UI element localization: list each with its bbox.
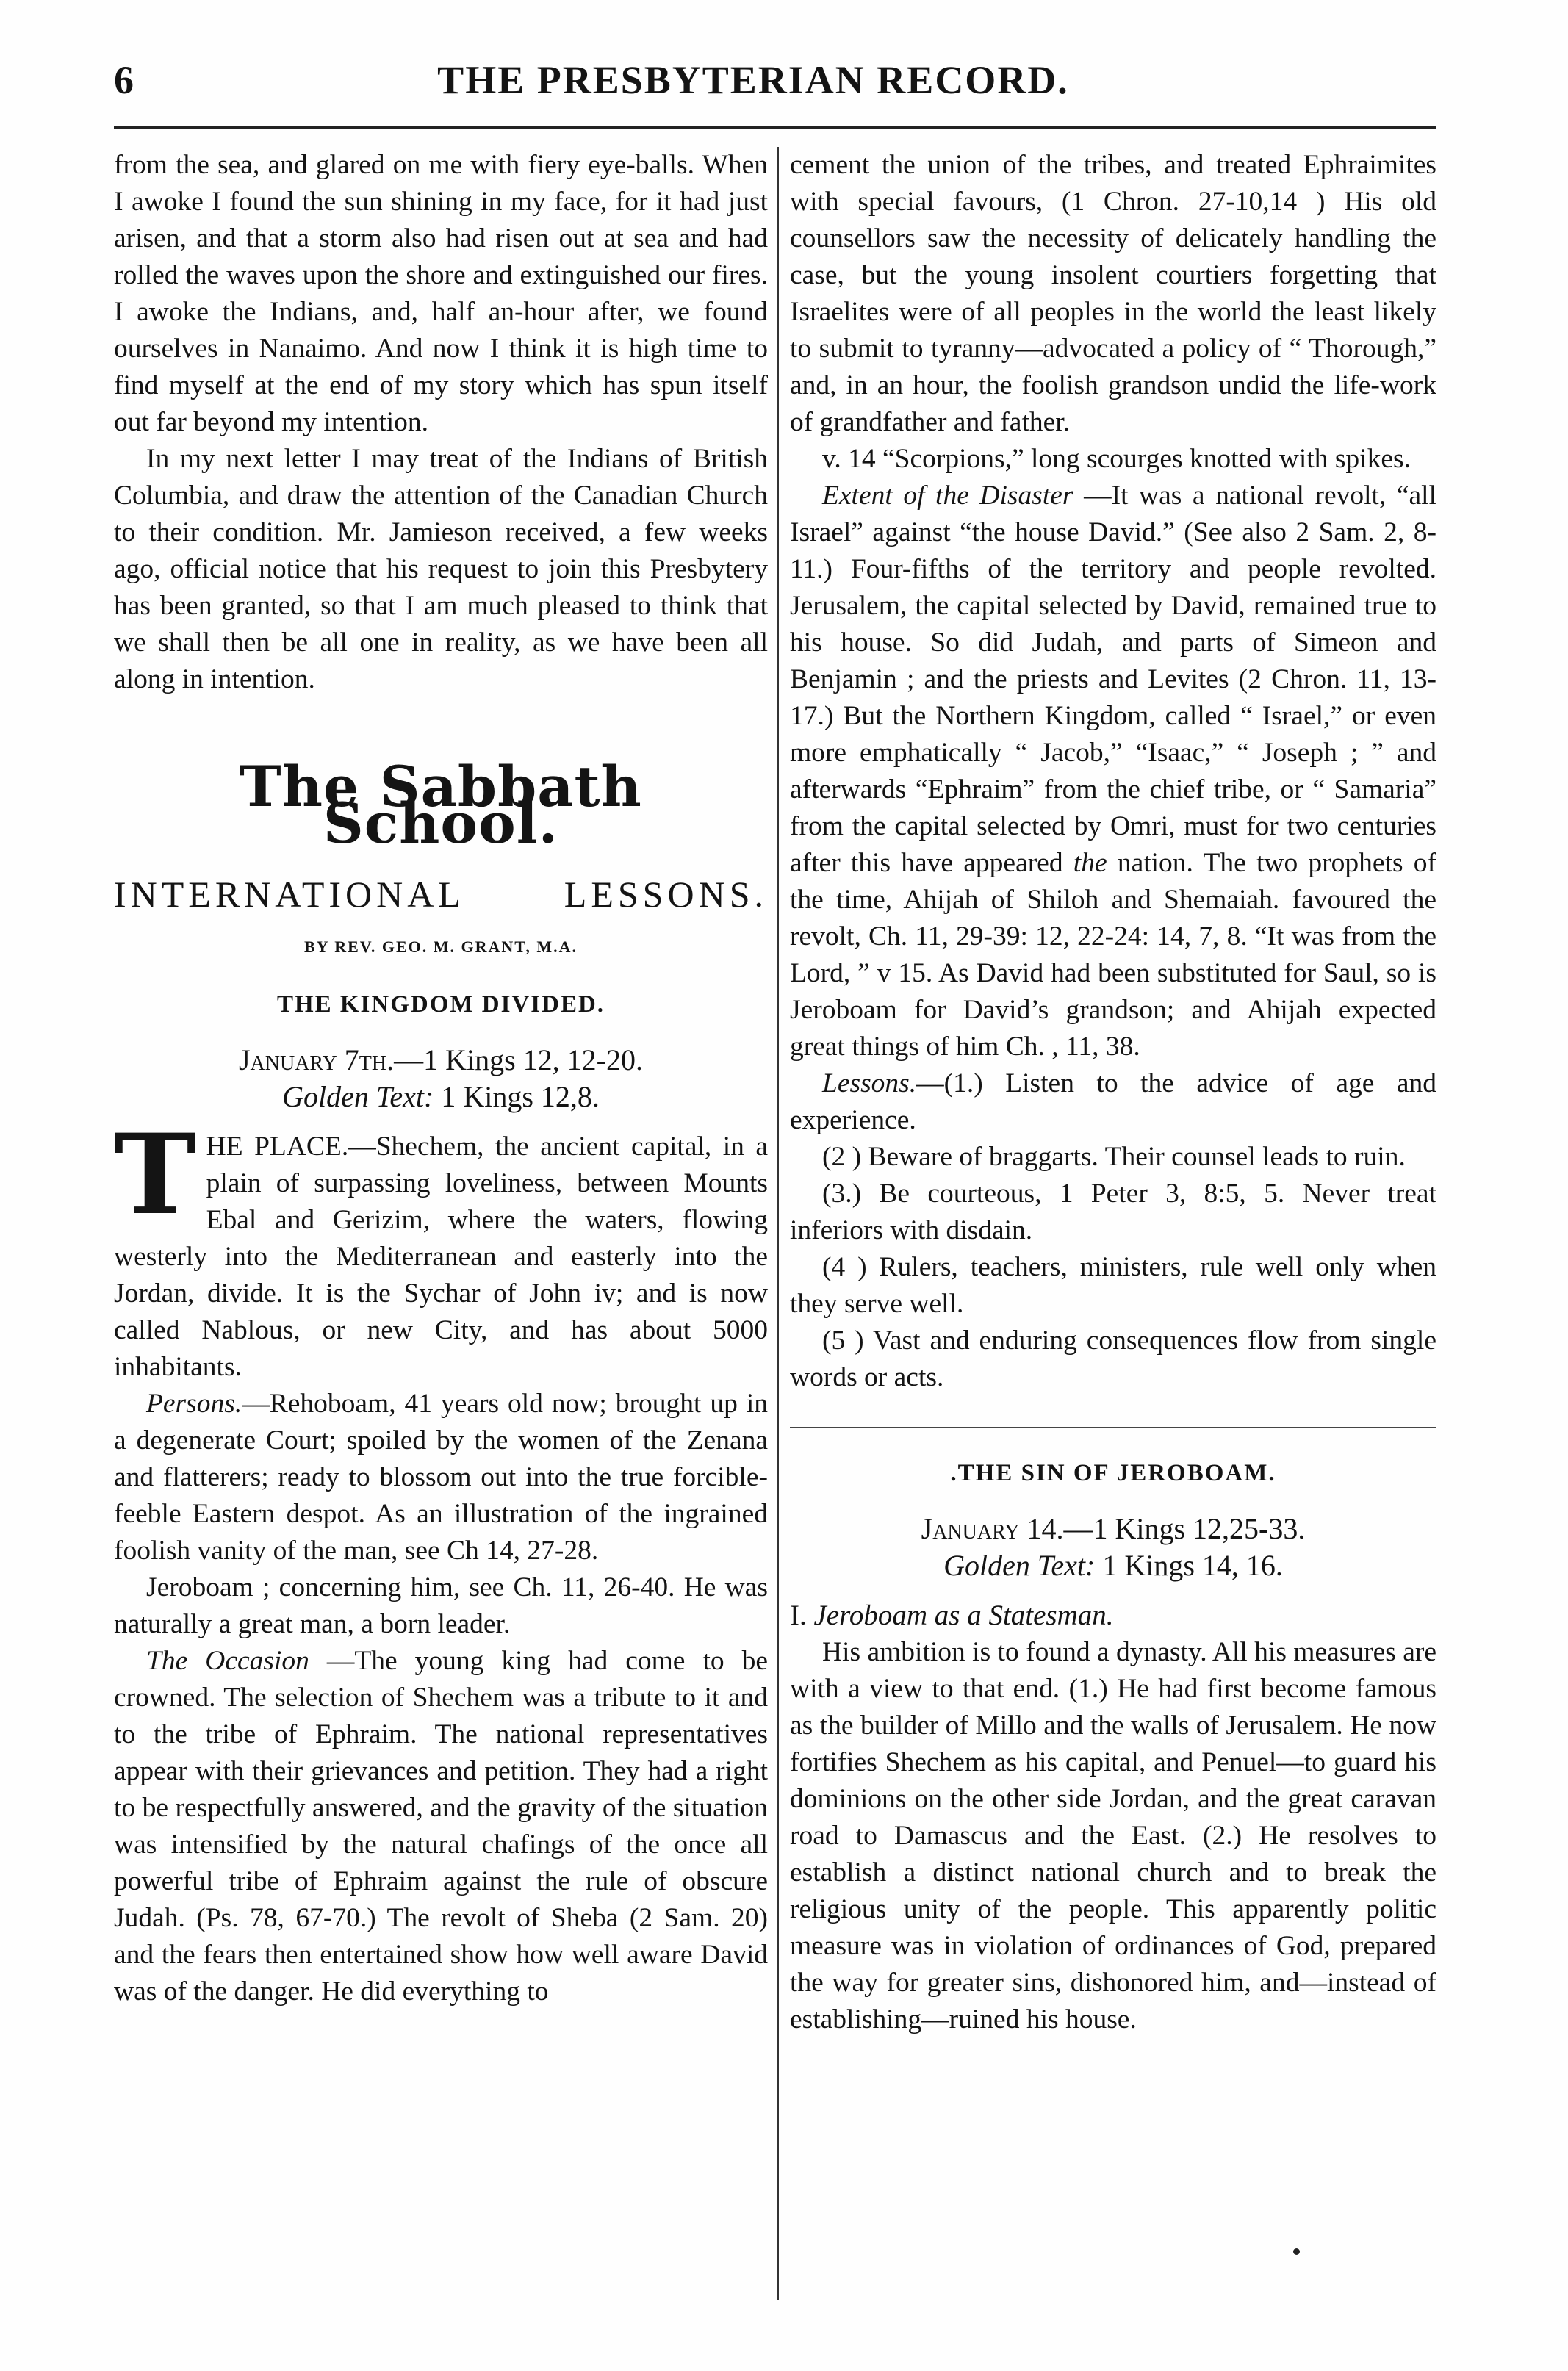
- place-label: HE PLACE.: [206, 1131, 349, 1162]
- continued-paragraph: from the sea, and glared on me with fiery eye-balls. When I awoke I found the sun shining in my face, for it had just arisen, and that a storm also had risen out at sea and had rolled the waves upon the shore and extinguished our fires. I awoke the Indians, and, half an-hour after, we found ourselves in Nanaimo. And now I think it is high time to find myself at the end of my story which has spun itself out far beyond my intention.: [114, 150, 768, 437]
- header-rule: [114, 126, 1436, 129]
- lessons-paragraph: [790, 1065, 1436, 1139]
- place-paragraph: [114, 1110, 768, 1386]
- persons-paragraph: [114, 1386, 768, 1569]
- column-divider: [777, 147, 779, 2300]
- persons-label: Persons.: [146, 1389, 242, 1419]
- lesson-item: (4 ) Rulers, teachers, ministers, rule well only when they serve well.: [790, 1252, 1436, 1319]
- lesson-date: January 7th.: [238, 1043, 395, 1076]
- persons-text: —Rehoboam, 41 years old now; brought up in a degenerate Court; spoiled by the women of the Zenana and flatterers; ready to blossom out into the true forcible-feeble Eastern despot. As an illustration of the ingrained foolish vanity of the man, see Ch 14, 27-28.: [114, 1389, 768, 1566]
- lessons-label: Lessons.: [822, 1068, 917, 1098]
- lesson-scripture: —1 Kings 12, 12-20.: [394, 1043, 643, 1076]
- section-heading: The Sabbath School.: [240, 754, 642, 856]
- next-letter-paragraph: In my next letter I may treat of the Indians of British Columbia, and draw the attention of the Canadian Church to their condition. Mr. Jamieson received, a few weeks ago, official notice that his request to join this Presbytery has been granted, so that I am much pleased to think that we shall then be all one in reality, as we have been all along in intention.: [114, 444, 768, 694]
- occasion-paragraph: [114, 1643, 768, 2010]
- lesson-item: (3.) Be courteous, 1 Peter 3, 8:5, 5. Never treat inferiors with disdain.: [790, 1179, 1436, 1245]
- extent-text: —It was a national revolt, “all Israel” against “the house David.” (See also 2 Sam. 2, 8-11.) Four-fifths of the territory and people revolted. Jerusalem, the capital selected by David, remained true to his house. So did Judah, and parts of Simeon and Benjamin ; and the priests and Levites (2 Chron. 11, 13-17.) But the Northern Kingdom, called “ Israel,” or even more emphatically “ Jacob,” “Isaac,” “ Joseph ; ” and afterwards “Ephraim” from the chief tribe, or “ Samaria” from the capital selected by Omri, must for two centuries after this have appeared: [790, 481, 1436, 878]
- drop-cap: T: [114, 1110, 196, 1240]
- golden-text: [114, 1079, 768, 1115]
- lesson-date: January 14.: [921, 1512, 1064, 1545]
- subsection-number: I.: [790, 1600, 807, 1631]
- right-column: [790, 147, 1436, 2038]
- extent-label: Extent of the Disaster: [822, 481, 1073, 511]
- verse14-paragraph: v. 14 “Scorpions,” long scourges knotted with spikes.: [822, 444, 1411, 474]
- subsection-heading: [790, 1597, 1436, 1634]
- statesman-paragraph: His ambition is to found a dynasty. All his measures are with a view to that end. (1.) He had first become famous as the builder of Millo and the walls of Jerusalem. He now fortifies Shechem as his capital, and Penuel—to guard his dominions on the other side Jordan, and the great caravan road to Damascus and the East. (2.) He resolves to establish a distinct national church and to break the religious unity of the people. This apparently politic measure was in violation of ordinances of God, prepared the way for greater sins, dishonored him, and—instead of establishing—ruined his house.: [790, 1637, 1436, 2034]
- lesson-reference: [114, 1042, 768, 1079]
- golden-text-label: Golden Text:: [282, 1080, 434, 1113]
- page-header: [114, 57, 1436, 123]
- place-text: —Shechem, the ancient capital, in a plain of surpassing loveliness, between Mounts Ebal and Gerizim, where the waters, flowing westerly into the Mediterranean and easterly into the Jordan, divide. It is the Sychar of John iv; and is now called Nablous, or new City, and has about 5000 inhabitants.: [114, 1131, 768, 1382]
- occasion-text: —The young king had come to be crowned. The selection of Shechem was a tribute to it and to the tribe of Ephraim. The national representatives appear with their grievances and petition. They had a right to be respectfully answered, and the gravity of the situation was intensified by the natural chafings of the once all powerful tribe of Ephraim against the rule of obscure Judah. (Ps. 78, 67-70.) The revolt of Sheba (2 Sam. 20) and the fears then entertained show how well aware David was of the danger. He did everything to: [114, 1646, 768, 2007]
- lesson-item: (5 ) Vast and enduring consequences flow from single words or acts.: [790, 1325, 1436, 1392]
- stray-dot: [1293, 2248, 1300, 2255]
- occasion-label: The Occasion: [146, 1646, 309, 1676]
- lesson-title: .THE SIN OF JEROBOAM.: [950, 1460, 1276, 1486]
- section-rule: [790, 1427, 1436, 1428]
- lesson-item: (2 ) Beware of braggarts. Their counsel leads to ruin.: [822, 1142, 1406, 1172]
- extent-paragraph: [790, 478, 1436, 1065]
- running-title: THE PRESBYTERIAN RECORD.: [437, 58, 1069, 102]
- golden-text: [790, 1547, 1436, 1584]
- lessons-heading: INTERNATIONAL LESSONS.: [114, 874, 768, 915]
- cement-paragraph: cement the union of the tribes, and treated Ephraimites with special favours, (1 Chron. 27-10,14 ) His old counsellors saw the necessity of delicately handling the case, but the young insolent courtiers forgetting that Israelites were of all peoples in the world the least likely to submit to tyranny—advocated a policy of “ Thorough,” and, in an hour, the foolish grandson undid the life-work of grandfather and father.: [790, 150, 1436, 437]
- lesson-item: —(1.) Listen to the advice of age and experience.: [790, 1068, 1436, 1135]
- left-column: [114, 147, 768, 2010]
- byline: BY REV. GEO. M. GRANT, M.A.: [304, 938, 578, 956]
- golden-text-ref: 1 Kings 14, 16.: [1102, 1549, 1283, 1582]
- lesson-title: THE KINGDOM DIVIDED.: [276, 991, 605, 1018]
- subsection-title: Jeroboam as a Statesman.: [813, 1600, 1114, 1631]
- extent-the: the: [1073, 848, 1107, 878]
- golden-text-ref: 1 Kings 12,8.: [441, 1080, 600, 1113]
- jeroboam-paragraph: Jeroboam ; concerning him, see Ch. 11, 26-40. He was naturally a great man, a born leader.: [114, 1572, 768, 1639]
- golden-text-label: Golden Text:: [943, 1549, 1096, 1582]
- lesson-scripture: —1 Kings 12,25-33.: [1063, 1512, 1306, 1545]
- lesson-reference: [790, 1511, 1436, 1547]
- extent-text-2: nation. The two prophets of the time, Ahijah of Shiloh and Shemaiah. favoured the revolt, Ch. 11, 29-39: 12, 22-24: 14, 7, 8. “It was from the Lord, ” v 15. As David had been substituted for Saul, so is Jeroboam for David’s grandson; and Ahijah expected great things of him Ch. , 11, 38.: [790, 848, 1436, 1062]
- page-number: 6: [114, 58, 134, 102]
